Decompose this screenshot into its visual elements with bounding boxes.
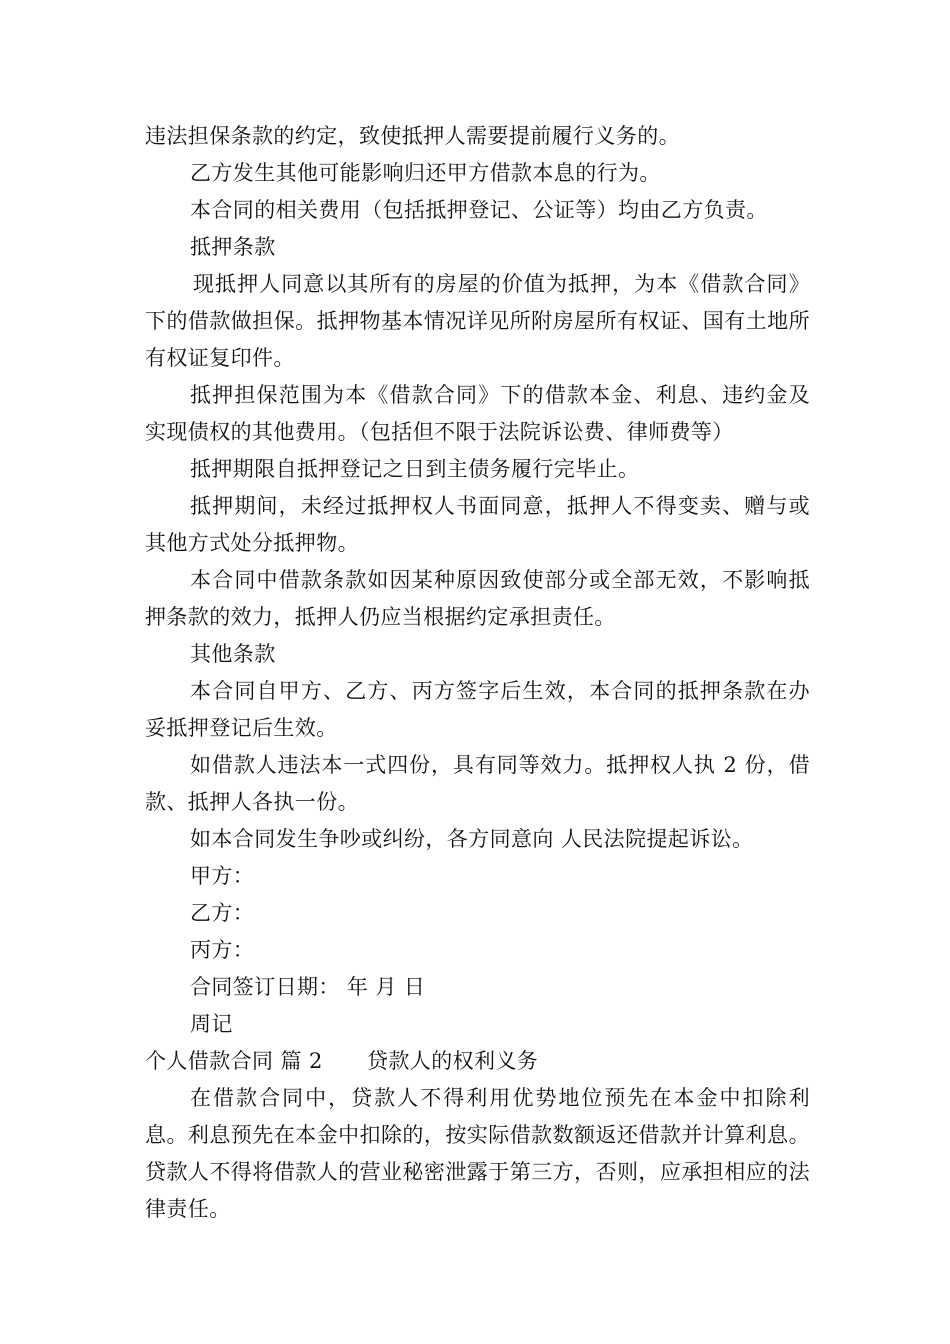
paragraph-3: 本合同的相关费用（包括抵押登记、公证等）均由乙方负责。 bbox=[190, 198, 768, 222]
contract-subtitle: 贷款人的权利义务 bbox=[367, 1049, 539, 1073]
document-body bbox=[145, 118, 810, 1228]
paragraph-7: 抵押期限自抵押登记之日到主债务履行完毕止。 bbox=[190, 457, 640, 481]
section-heading-mortgage: 抵押条款 bbox=[190, 235, 276, 259]
paragraph-5: 现抵押人同意以其所有的房屋的价值为抵押，为本《借款合同》下的借款做担保。抵押物基本情况详见所附房屋所有权证、国有土地所有权证复印件。 bbox=[145, 272, 810, 370]
section-heading-other: 其他条款 bbox=[190, 642, 276, 666]
contract-title: 个人借款合同 篇 2 bbox=[145, 1049, 323, 1073]
paragraph-12: 如借款人违法本一式四份，具有同等效力。抵押权人执 2 份，借款、抵押人各执一份。 bbox=[145, 753, 810, 814]
paragraph-6: 抵押担保范围为本《借款合同》下的借款本金、利息、违约金及实现债权的其他费用。（包括但不限于法院诉讼费、律师费等） bbox=[145, 383, 810, 444]
paragraph-8: 抵押期间，未经过抵押权人书面同意，抵押人不得变卖、赠与或其他方式处分抵押物。 bbox=[145, 494, 810, 555]
contract-heading bbox=[145, 1043, 810, 1080]
paragraph-19: 在借款合同中，贷款人不得利用优势地位预先在本金中扣除利息。利息预先在本金中扣除的，按实际借款数额返还借款并计算利息。贷款人不得将借款人的营业秘密泄露于第三方，否则，应承担相应的法律责任。 bbox=[145, 1086, 810, 1221]
party-b-signature: 乙方： bbox=[190, 901, 255, 925]
paragraph-9: 本合同中借款条款如因某种原因致使部分或全部无效，不影响抵押条款的效力，抵押人仍应当根据约定承担责任。 bbox=[145, 568, 810, 629]
party-a-signature: 甲方： bbox=[190, 864, 255, 888]
paragraph-13: 如本合同发生争吵或纠纷，各方同意向 人民法院提起诉讼。 bbox=[190, 827, 754, 851]
party-c-signature: 丙方： bbox=[190, 938, 255, 962]
signing-date: 合同签订日期： 年 月 日 bbox=[190, 975, 426, 999]
paragraph-2: 乙方发生其他可能影响归还甲方借款本息的行为。 bbox=[190, 161, 661, 185]
paragraph-11: 本合同自甲方、乙方、丙方签字后生效，本合同的抵押条款在办妥抵押登记后生效。 bbox=[145, 679, 810, 740]
weekly-note: 周记 bbox=[190, 1012, 233, 1036]
paragraph-1: 违法担保条款的约定，致使抵押人需要提前履行义务的。 bbox=[145, 124, 680, 148]
